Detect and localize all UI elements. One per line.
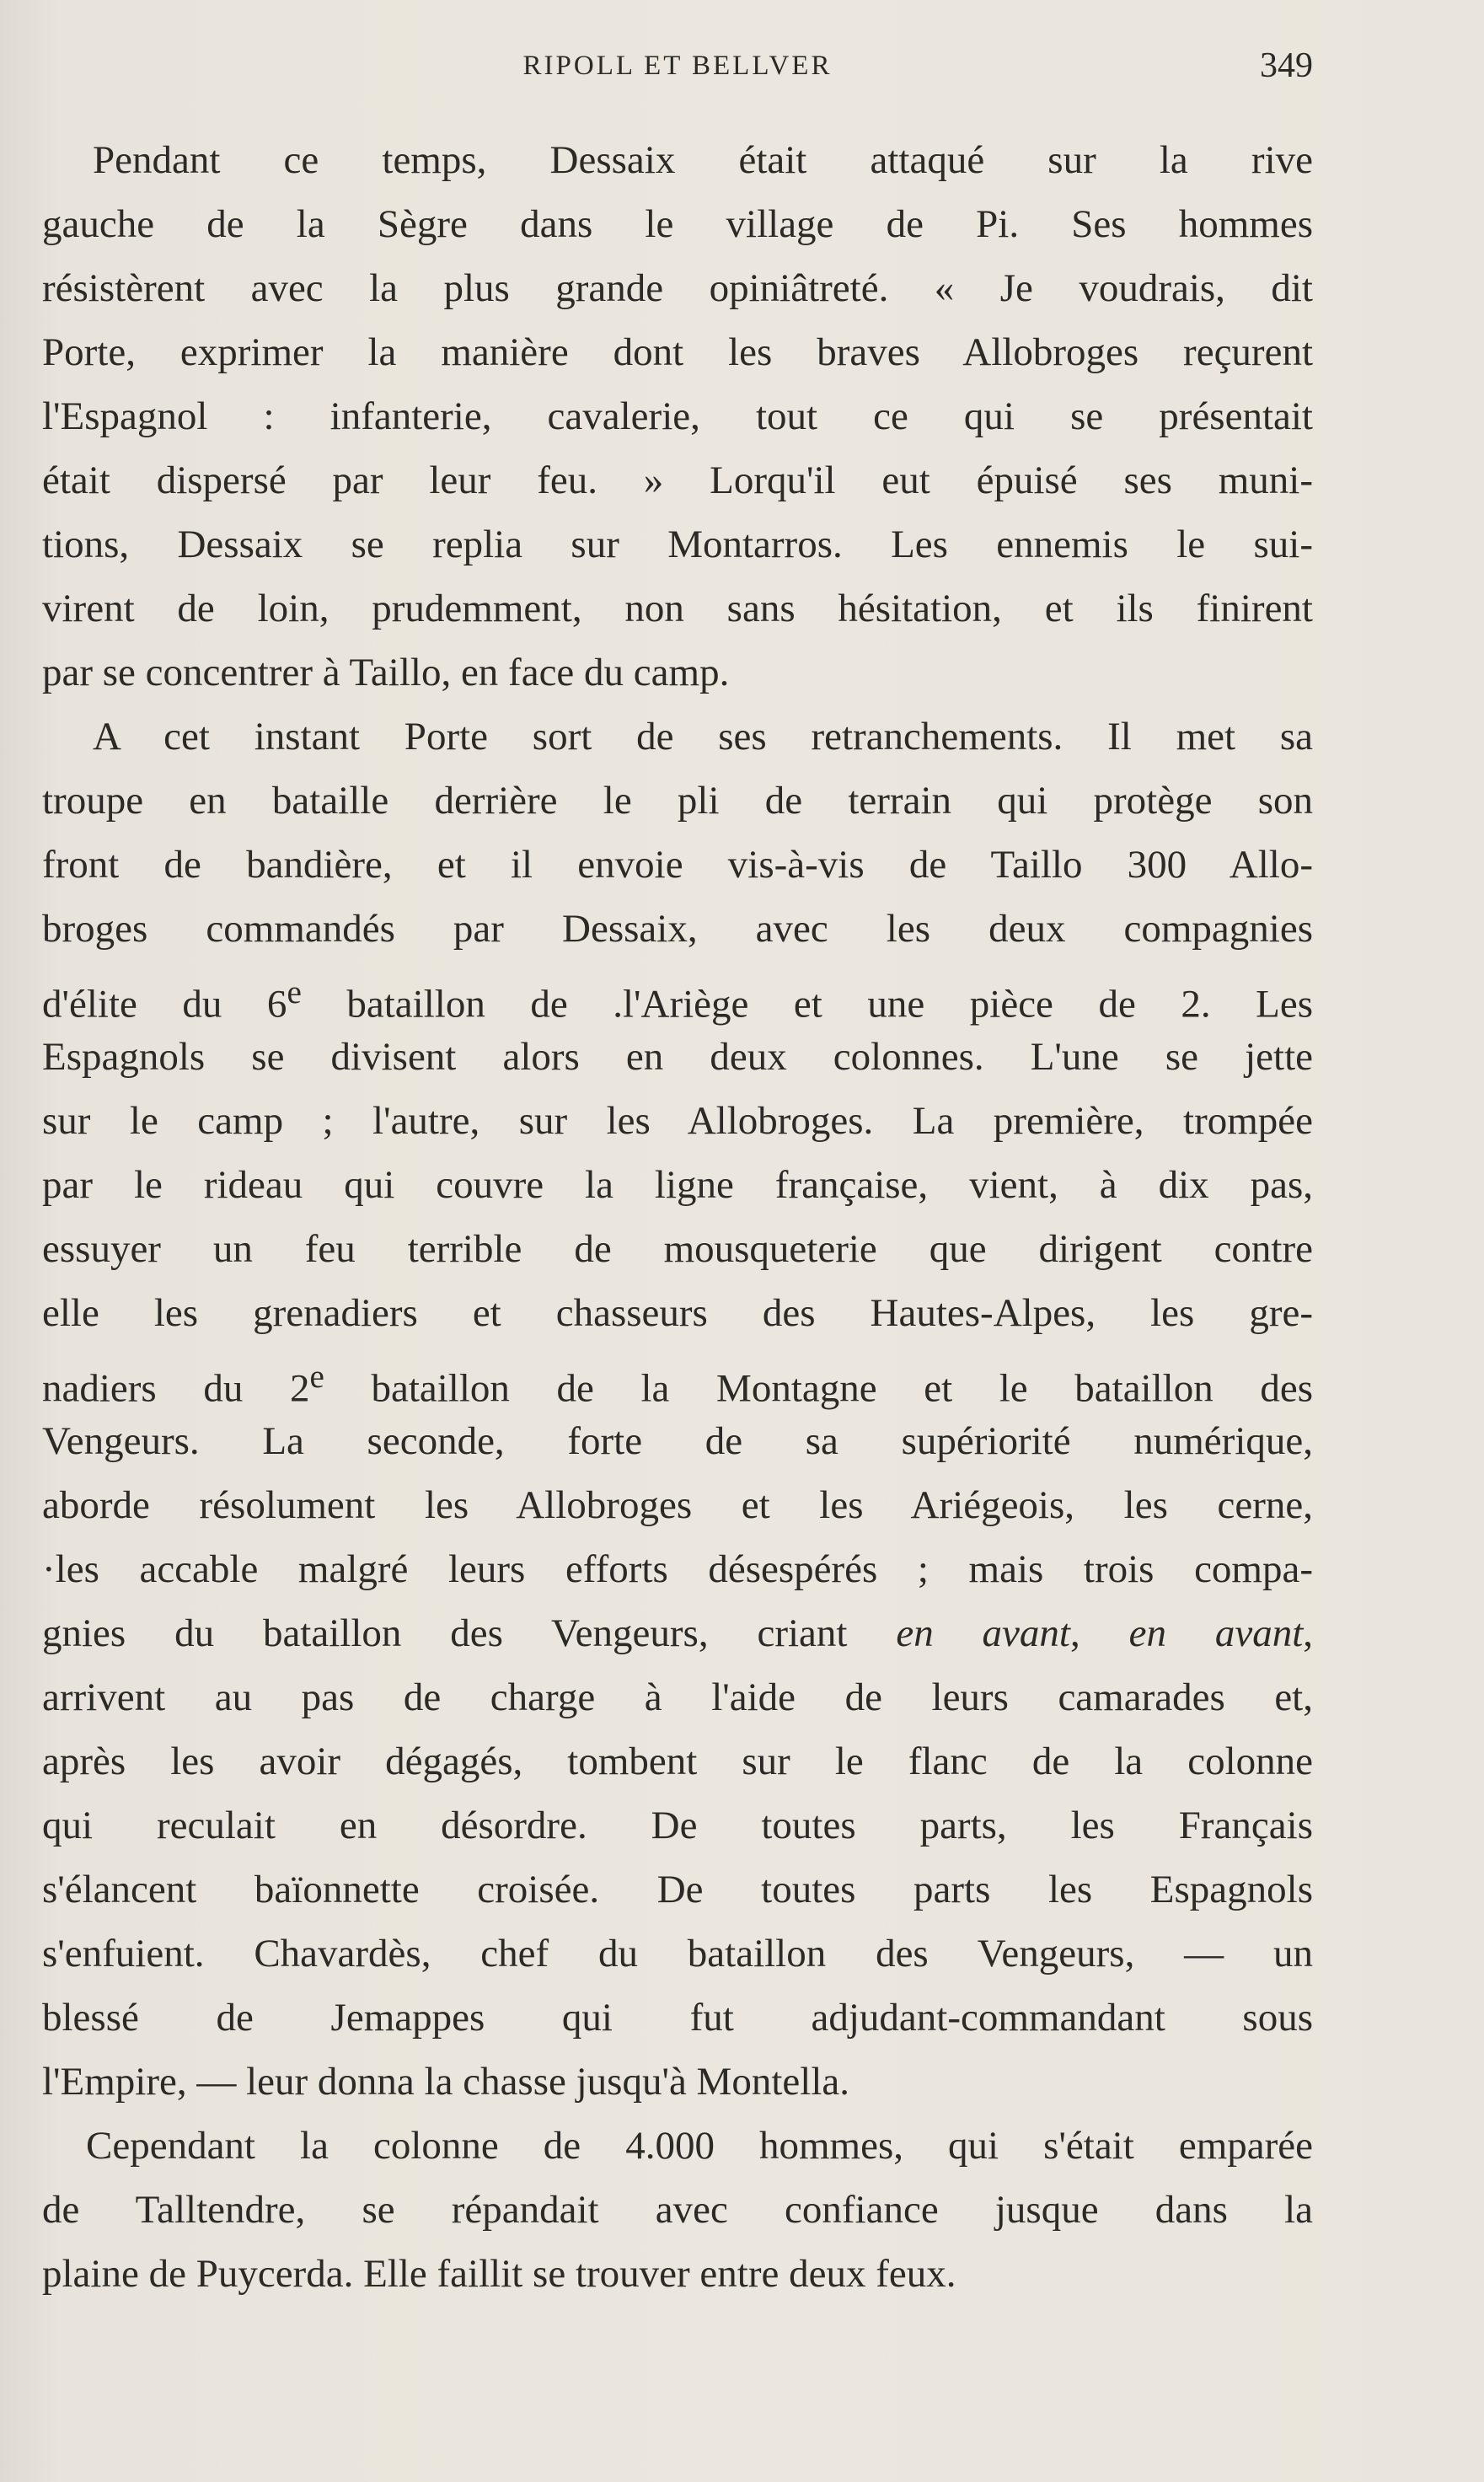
paragraph-2-line: arrivent au pas de charge à l'aide de leurs camarades et, [42,1675,1313,1719]
paragraph-2-line [42,961,1313,1025]
paragraph-2-line: elle les grenadiers et chasseurs des Hautes-Alpes, les gre- [42,1291,1313,1335]
line-text: d'élite du 6 [42,982,287,1027]
line-text: , [1069,1611,1129,1655]
paragraph-1-line: était dispersé par leur feu. » Lorqu'il eut épuisé ses muni- [42,458,1313,502]
italic-text: en avant [896,1611,1070,1655]
paragraph-2-line: ·les accable malgré leurs efforts désespérés ; mais trois compa- [42,1547,1313,1591]
italic-text: en avant [1128,1611,1304,1655]
paragraph-2-line: essuyer un feu terrible de mousqueterie que dirigent contre [42,1227,1313,1271]
paragraph-3-line: Cependant la colonne de 4.000 hommes, qui s'était emparée [86,2124,1313,2168]
page-header [42,44,1313,94]
paragraph-2-line: après les avoir dégagés, tombent sur le flanc de la colonne [42,1740,1313,1783]
paragraph-2-line [42,1345,1313,1409]
line-text: bataillon de .l'Ariège et une pièce de 2. Les [301,982,1313,1027]
paragraph-2-line: l'Empire, — leur donna la chasse jusqu'à Montella. [42,2060,849,2104]
paragraph-2-line: s'enfuient. Chavardès, chef du bataillon des Vengeurs, — un [42,1932,1313,1975]
line-text: gnies du bataillon des Vengeurs, criant [42,1611,897,1655]
page-number: 349 [1260,46,1313,85]
superscript: e [287,974,302,1010]
line-text: bataillon de la Montagne et le bataillon des [324,1366,1313,1411]
running-head: RIPOLL ET BELLVER [522,51,833,81]
paragraph-2-line: front de bandière, et il envoie vis-à-vis de Taillo 300 Allo- [42,843,1313,887]
paragraph-1-line: Pendant ce temps, Dessaix était attaqué sur la rive [93,138,1313,182]
paragraph-1-line: tions, Dessaix se replia sur Montarros. Les ennemis le sui- [42,523,1313,566]
paragraph-3-line: plaine de Puycerda. Elle faillit se trouver entre deux feux. [42,2252,956,2296]
paragraph-3-line: de Talltendre, se répandait avec confiance jusque dans la [42,2188,1313,2232]
body-text [42,128,1313,2306]
paragraph-2-line: A cet instant Porte sort de ses retranchements. Il met sa [93,715,1313,759]
line-text: nadiers du 2 [42,1366,310,1411]
paragraph-2-line: blessé de Jemappes qui fut adjudant-commandant sous [42,1996,1313,2040]
line-text: , [1303,1611,1314,1655]
paragraph-2-line: qui reculait en désordre. De toutes parts, les Français [42,1804,1313,1847]
superscript: e [309,1359,324,1395]
paragraph-1-line: par se concentrer à Taillo, en face du camp. [42,651,730,694]
paragraph-2-line: broges commandés par Dessaix, avec les deux compagnies [42,907,1313,951]
paragraph-2-line: sur le camp ; l'autre, sur les Allobroges. La première, trompée [42,1099,1313,1143]
paragraph-1-line: virent de loin, prudemment, non sans hésitation, et ils finirent [42,587,1313,630]
paragraph-1-line: l'Espagnol : infanterie, cavalerie, tout ce qui se présentait [42,394,1313,438]
paragraph-2-line [42,1601,1313,1665]
paragraph-1-line: gauche de la Sègre dans le village de Pi. Ses hommes [42,202,1313,246]
paragraph-2-line: par le rideau qui couvre la ligne française, vient, à dix pas, [42,1163,1313,1207]
paragraph-2-line: aborde résolument les Allobroges et les Ariégeois, les cerne, [42,1483,1313,1527]
paragraph-2-line: troupe en bataille derrière le pli de terrain qui protège son [42,779,1313,823]
paragraph-2-line: Vengeurs. La seconde, forte de sa supériorité numérique, [42,1419,1313,1463]
paragraph-1-line: résistèrent avec la plus grande opiniâtreté. « Je voudrais, dit [42,266,1313,310]
paragraph-2-line: s'élancent baïonnette croisée. De toutes parts les Espagnols [42,1868,1313,1911]
paragraph-2-line: Espagnols se divisent alors en deux colonnes. L'une se jette [42,1035,1313,1079]
paragraph-1-line: Porte, exprimer la manière dont les braves Allobroges reçurent [42,330,1313,374]
